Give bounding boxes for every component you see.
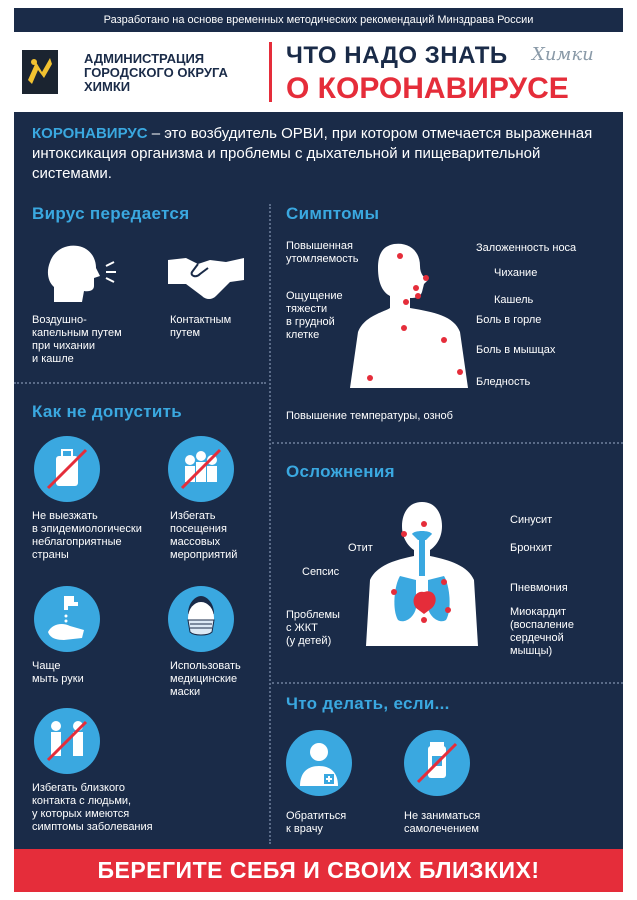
label-line: Повышенная [286,240,353,252]
main-title-line2: О КОРОНАВИРУСЕ [286,72,569,105]
symptom-fever: Повышение температуры, озноб [286,410,453,422]
intro-text: – это возбудитель ОРВИ, при котором отмечается выраженная интоксикация организма и проблемы с дыхательной и пищеварительной системами. [32,125,593,182]
top-banner-text: Разработано на основе временных методических рекомендаций Минздрава России [103,14,534,26]
head-sneeze-icon [44,242,124,312]
transmission-title: Вирус передается [32,204,190,223]
prevention-item-contact [32,782,153,834]
label-line: Избегать [170,510,216,522]
label-line: посещения [170,523,227,535]
admin-line: ХИМКИ [84,79,131,94]
label-line: Контактным [170,314,232,326]
prevention-item-handwash [32,660,84,686]
doctor-icon [286,730,352,796]
admin-line: ГОРОДСКОГО ОКРУГА [84,65,228,80]
label-line: Не заниматься [404,810,481,822]
label-line: при чихании [32,340,96,352]
prevention-item-crowds [170,510,237,562]
label-line: Обратиться [286,810,347,822]
label-line: медицинские [170,673,238,685]
header [14,32,623,112]
footer-text: БЕРЕГИТЕ СЕБЯ И СВОИХ БЛИЗКИХ! [97,857,540,883]
handwash-icon [34,586,100,652]
complication-pneumonia: Пневмония [510,582,568,594]
intro-paragraph [32,124,612,184]
label-line: клетке [286,329,320,341]
label-line: Воздушно- [32,314,87,326]
mask-icon [168,586,234,652]
label-line: контакта с людьми, [32,795,132,807]
label-line: страны [32,549,69,561]
symptom-pale: Бледность [476,376,531,388]
main-title-line1: ЧТО НАДО ЗНАТЬ [286,42,508,69]
label-line: сердечной [510,632,564,644]
handshake-icon [166,250,246,304]
label-line: (воспаление [510,619,574,631]
administration-name [84,52,244,94]
label-line: Избегать близкого [32,782,125,794]
airborne-label [32,314,122,366]
label-line: Использовать [170,660,241,672]
prevention-item-mask [170,660,241,699]
label-line: Миокардит [510,606,567,618]
intro-keyword: КОРОНАВИРУС [32,125,148,142]
complications-title: Осложнения [286,462,395,481]
symptom-cough: Кашель [494,294,534,306]
section-divider [272,682,623,684]
label-line: симптомы заболевания [32,821,153,833]
crowd-crossed-icon [168,436,234,502]
label-line: путем [170,327,201,339]
body-silhouette-icon [344,240,474,390]
label-line: мыть руки [32,673,84,685]
action-no-self-treatment [404,810,480,836]
label-line: в эпидемиологически [32,523,142,535]
top-banner [14,8,623,32]
label-line: неблагоприятные [32,536,122,548]
pills-crossed-icon [404,730,470,796]
label-line: с ЖКТ [286,622,318,634]
complication-gi [286,609,340,648]
complication-otitis: Отит [348,542,373,554]
symptom-chest [286,290,343,342]
symptom-throat: Боль в горле [476,314,542,326]
symptom-fatigue [286,240,359,266]
complication-sinusitis: Синусит [510,514,553,526]
main-panel [14,112,623,849]
people-distance-icon [34,708,100,774]
label-line: Не выезжать [32,510,98,522]
label-line: тяжести [286,303,328,315]
footer-banner [14,849,623,892]
label-line: мышцы) [510,645,553,657]
symptom-nose: Заложенность носа [476,242,577,254]
label-line: и кашле [32,353,74,365]
organs-silhouette-icon [364,500,480,646]
header-divider [269,42,272,102]
label-line: (у детей) [286,635,332,647]
prevention-item-travel [32,510,142,562]
action-doctor [286,810,346,836]
prevention-title: Как не допустить [32,402,182,421]
label-line: к врачу [286,823,323,835]
khimki-script-logo: Химки [532,44,594,65]
contact-label [170,314,231,340]
section-divider [272,442,623,444]
what-to-do-title: Что делать, если... [286,694,450,713]
label-line: у которых имеются [32,808,130,820]
section-divider [14,382,266,384]
admin-line: АДМИНИСТРАЦИЯ [84,51,205,66]
label-line: утомляемость [286,253,359,265]
label-line: капельным путем [32,327,122,339]
label-line: в грудной [286,316,335,328]
label-line: Чаще [32,660,61,672]
label-line: мероприятий [170,549,238,561]
complication-sepsis: Сепсис [302,566,340,578]
complication-myocarditis [510,606,574,658]
symptom-muscle: Боль в мышцах [476,344,556,356]
khimki-emblem-icon [22,50,58,94]
label-line: Ощущение [286,290,343,302]
symptom-sneeze: Чихание [494,267,538,279]
label-line: массовых [170,536,221,548]
label-line: Проблемы [286,609,340,621]
column-divider [269,204,271,844]
label-line: самолечением [404,823,479,835]
label-line: маски [170,686,201,698]
symptoms-title: Симптомы [286,204,380,223]
complication-bronchitis: Бронхит [510,542,553,554]
luggage-crossed-icon [34,436,100,502]
